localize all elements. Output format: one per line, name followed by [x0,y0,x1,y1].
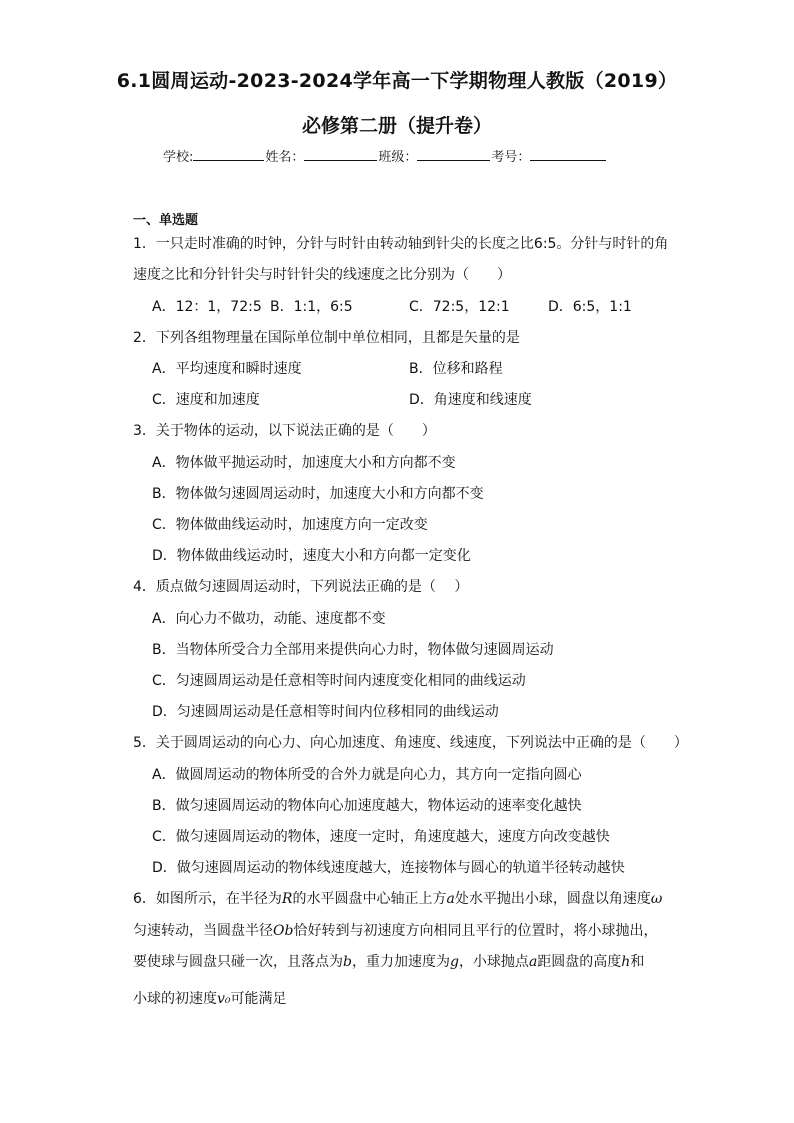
q6-text: 要使球与圆盘只碰一次，且落点为 [133,954,343,970]
var-h: h [621,954,631,970]
q2-stem: 2．下列各组物理量在国际单位制中单位相同，且都是矢量的是 [133,330,520,346]
q3-stem: 3．关于物体的运动，以下说法正确的是（ ） [133,423,436,439]
school-label: 学校: [163,150,194,165]
q2-option-d[interactable]: D．角速度和线速度 [409,392,532,408]
q6-text: ，小球抛点 [458,954,529,970]
var-a: a [528,954,538,970]
id-blank[interactable] [530,146,606,161]
q6-stem-line1 [133,888,662,908]
section-title: 一、单选题 [133,213,199,228]
student-info-row [163,146,607,165]
q1-stem-line2: 速度之比和分针针尖与时针针尖的线速度之比分别为（ ） [133,267,511,283]
q1-option-d[interactable]: D．6:5，1:1 [548,299,632,315]
name-blank[interactable] [304,146,377,161]
q4-stem: 4．质点做匀速圆周运动时，下列说法正确的是（ ） [133,579,469,595]
q2-option-c[interactable]: C．速度和加速度 [152,392,260,408]
var-omega: ω [650,891,663,907]
q3-option-a[interactable]: A．物体做平抛运动时，加速度大小和方向都不变 [152,455,456,471]
class-label: 班级： [378,150,418,165]
q6-text: 匀速转动，当圆盘半径 [133,923,273,939]
q6-stem-line3 [133,951,644,971]
q5-option-b[interactable]: B．做匀速圆周运动的物体向心加速度越大，物体运动的速率变化越快 [152,798,582,814]
q6-text: 的水平圆盘中心轴正上方 [292,891,447,907]
q2-option-b[interactable]: B．位移和路程 [409,361,503,377]
q3-option-b[interactable]: B．物体做匀速圆周运动时，加速度大小和方向都不变 [152,486,484,502]
q6-stem-line4 [133,988,287,1008]
q4-option-c[interactable]: C．匀速圆周运动是任意相等时间内速度变化相同的曲线运动 [152,673,526,689]
q5-option-c[interactable]: C．做匀速圆周运动的物体，速度一定时，角速度越大，速度方向改变越快 [152,829,610,845]
title-line-1: 6.1圆周运动-2023-2024学年高一下学期物理人教版（2019） [116,70,678,92]
var-b: b [343,954,352,970]
q2-option-a[interactable]: A．平均速度和瞬时速度 [152,361,302,377]
q5-option-d[interactable]: D．做匀速圆周运动的物体线速度越大，连接物体与圆心的轨道半径转动越快 [152,860,625,876]
q5-stem: 5．关于圆周运动的向心力、向心加速度、角速度、线速度，下列说法中正确的是（ ） [133,735,688,751]
title-line-2: 必修第二册（提升卷） [301,115,492,137]
q6-text: 距圆盘的高度 [537,954,622,970]
var-Ob: Ob [273,923,294,939]
var-R: R [281,891,293,907]
q1-stem-line1: 1．一只走时准确的时钟，分针与时针由转动轴到针尖的长度之比6:5。分针与时针的角 [133,236,669,252]
name-label: 姓名： [265,150,305,165]
q6-stem-line2 [133,920,657,940]
q1-option-a[interactable]: A．12：1，72:5 [152,299,262,315]
var-g: g [449,954,459,970]
q6-text: ，重力加速度为 [351,954,450,970]
q5-option-a[interactable]: A．做圆周运动的物体所受的合外力就是向心力，其方向一定指向圆心 [152,767,582,783]
var-a: a [446,891,455,907]
q6-text: 和 [630,954,645,970]
q4-option-a[interactable]: A．向心力不做功，动能、速度都不变 [152,611,386,627]
q6-text: 可能满足 [230,991,287,1007]
q3-option-c[interactable]: C．物体做曲线运动时，加速度方向一定改变 [152,517,428,533]
q1-option-b[interactable]: B．1:1，6:5 [270,299,353,315]
q4-option-d[interactable]: D．匀速圆周运动是任意相等时间内位移相同的曲线运动 [152,704,499,720]
id-label: 考号： [491,150,531,165]
q1-option-c[interactable]: C．72:5，12:1 [409,299,510,315]
q6-text: 小球的初速度 [133,991,217,1007]
q6-text: 6．如图所示，在半径为 [133,891,282,907]
school-blank[interactable] [193,146,264,161]
class-blank[interactable] [417,146,490,161]
var-v0: v₀ [217,991,231,1007]
q6-text: 恰好转到与初速度方向相同且平行的位置时，将小球抛出， [293,923,658,939]
q6-text: 处水平抛出小球，圆盘以角速度 [454,891,651,907]
q4-option-b[interactable]: B．当物体所受合力全部用来提供向心力时，物体做匀速圆周运动 [152,642,554,658]
q3-option-d[interactable]: D．物体做曲线运动时，速度大小和方向都一定变化 [152,548,471,564]
